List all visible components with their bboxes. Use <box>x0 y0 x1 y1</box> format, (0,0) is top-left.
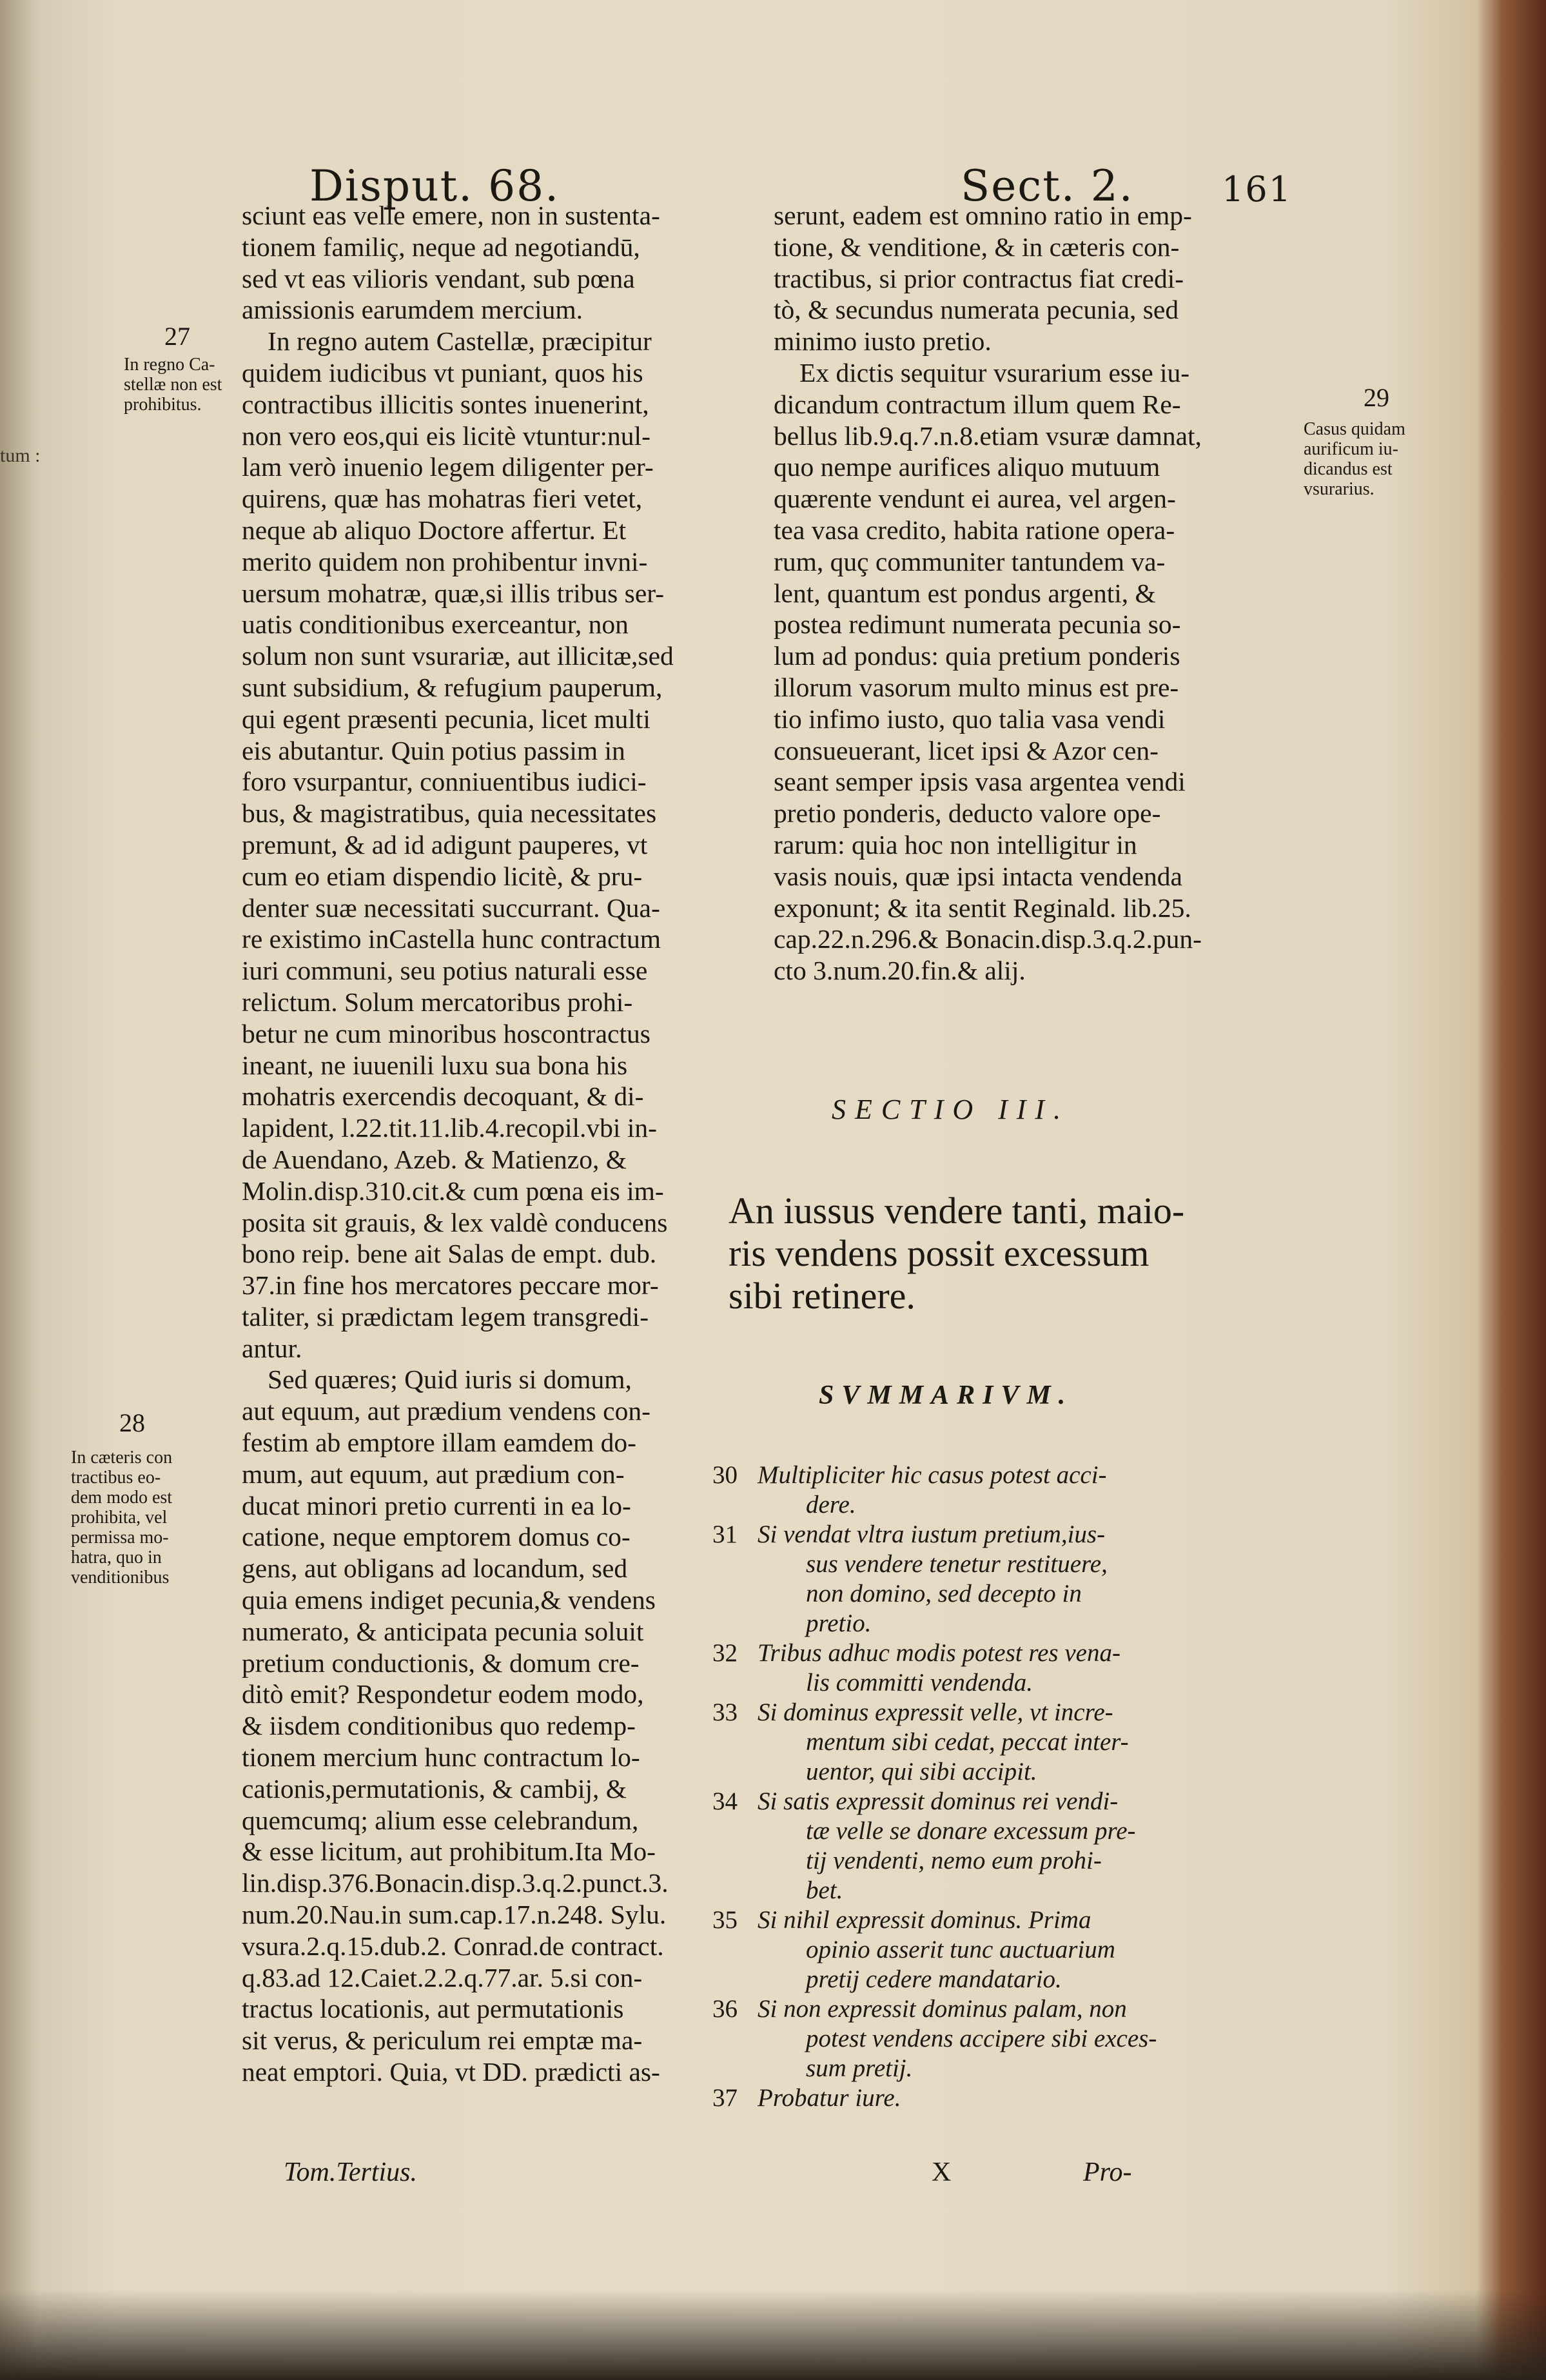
text-line: re existimo inCastella hunc contractum <box>242 924 661 954</box>
text-line: lum ad pondus: quia pretium ponderis <box>774 641 1180 671</box>
summary-line: bet. <box>806 1876 843 1904</box>
text-line: consueuerant, licet ipsi & Azor cen- <box>774 735 1159 765</box>
text-line: q.83.ad 12.Caiet.2.2.q.77.ar. 5.si con- <box>242 1962 643 1992</box>
text-line: eis abutantur. Quin potius passim in <box>242 735 625 765</box>
margin-note-28-text: In cæteris con tractibus eo- dem modo est prohibita, vel permissa mo- hatra, quo in venditionibus <box>71 1448 173 1588</box>
margin-note-28: 28 <box>119 1408 145 1437</box>
text-line: festim ab emptore illam eamdem do- <box>242 1428 636 1458</box>
summary-line <box>712 1638 1157 1668</box>
text-line: ducat minori pretio currenti in ea lo- <box>242 1490 631 1520</box>
text-line: uersum mohatræ, quæ,si illis tribus ser- <box>242 578 665 608</box>
text-line: tionem mercium hunc contractum lo- <box>242 1742 640 1773</box>
text-line: exponunt; & ita sentit Reginald. lib.25. <box>774 892 1191 923</box>
text-line: betur ne cum minoribus hoscontractus <box>242 1018 651 1048</box>
text-line: serunt, eadem est omnino ratio in emp- <box>774 201 1192 230</box>
text-line: lam verò inuenio legem diligenter per- <box>242 452 654 482</box>
right-text-column <box>774 200 1202 987</box>
text-line: Sed quæres; Quid iuris si domum, <box>268 1364 632 1395</box>
text-line: quo nempe aurifices aliquo mutuum <box>774 452 1160 482</box>
summary-line: lis committi vendenda. <box>806 1669 1033 1696</box>
summary-line: potest vendens accipere sibi exces- <box>806 2025 1157 2052</box>
summary-line <box>712 1787 1157 1816</box>
summary-number: 32 <box>712 1639 738 1667</box>
summary-line: uentor, qui sibi accipit. <box>806 1758 1037 1785</box>
summary-text: Tribus adhuc modis potest res vena- <box>758 1639 1120 1667</box>
text-line: de Auendano, Azeb. & Matienzo, & <box>242 1144 627 1174</box>
text-line: foro vsurpantur, conniuentibus iudici- <box>242 767 647 797</box>
summary-line <box>712 1460 1157 1490</box>
text-line: mum, aut equum, aut prædium con- <box>242 1459 625 1489</box>
text-line: gens, aut obligans ad locandum, sed <box>242 1553 628 1584</box>
summary-heading: SVMMARIVM. <box>819 1381 1073 1410</box>
text-line: bono reip. bene ait Salas de empt. dub. <box>242 1239 657 1269</box>
text-line: Molin.disp.310.cit.& cum pœna eis im- <box>242 1175 664 1206</box>
summary-text: Si nihil expressit dominus. Prima <box>758 1906 1091 1934</box>
summary-line: mentum sibi cedat, peccat inter- <box>806 1728 1129 1756</box>
text-line: rum, quç communiter tantundem va- <box>774 546 1166 576</box>
text-line: non vero eos,qui eis licitè vtuntur:nul- <box>242 420 651 451</box>
text-line: solum non sunt vsurariæ, aut illicitæ,sed <box>242 641 674 671</box>
text-line: illorum vasorum multo minus est pre- <box>774 672 1179 702</box>
text-line: lapident, l.22.tit.11.lib.4.recopil.vbi in- <box>242 1113 657 1143</box>
text-line: tione, & venditione, & in cæteris con- <box>774 231 1180 262</box>
summary-number: 36 <box>712 1995 738 2023</box>
text-line: seant semper ipsis vasa argentea vendi <box>774 767 1186 797</box>
text-line: In regno autem Castellæ, præcipitur <box>268 326 652 357</box>
summary-line: opinio asserit tunc auctuarium <box>806 1936 1115 1963</box>
text-line: bus, & magistratibus, quia necessitates <box>242 798 657 829</box>
text-line: vsura.2.q.15.dub.2. Conrad.de contract. <box>242 1931 664 1961</box>
text-line: & iisdem conditionibus quo redemp- <box>242 1711 636 1741</box>
text-line: tionem familiç, neque ad negotiandū, <box>242 231 640 262</box>
summary-text: Si vendat vltra iustum pretium,ius- <box>758 1520 1106 1548</box>
text-line: Ex dictis sequitur vsurarium esse iu- <box>799 357 1190 388</box>
text-line: mohatris exercendis decoquant, & di- <box>242 1081 644 1112</box>
text-line: posita sit grauis, & lex valdè conducens <box>242 1207 668 1237</box>
text-line: quia emens indiget pecunia,& vendens <box>242 1585 656 1615</box>
text-line: quemcumq; alium esse celebrandum, <box>242 1805 639 1835</box>
text-line: uatis conditionibus exerceantur, non <box>242 609 629 640</box>
text-line: premunt, & ad id adigunt pauperes, vt <box>242 829 648 860</box>
summary-text: Si non expressit dominus palam, non <box>758 1995 1127 2023</box>
summary-line: non domino, sed decepto in <box>806 1580 1082 1608</box>
summary-number: 34 <box>712 1787 738 1815</box>
section-heading: SECTIO III. <box>832 1094 1070 1125</box>
margin-note-29: 29 <box>1364 383 1389 412</box>
text-line: vasis nouis, quæ ipsi intacta vendenda <box>774 861 1182 891</box>
text-line: quirens, quæ has mohatras fieri vetet, <box>242 484 643 514</box>
summary-line: pretij cedere mandatario. <box>806 1965 1062 1993</box>
summary-line: tæ velle se donare excessum pre- <box>806 1817 1136 1845</box>
text-line: ineant, ne iuuenili luxu sua bona his <box>242 1050 628 1080</box>
text-line: tractibus, si prior contractus fiat credi- <box>774 263 1184 293</box>
text-line: sunt subsidium, & refugium pauperum, <box>242 672 663 702</box>
text-line: neat emptori. Quia, vt DD. prædicti as- <box>242 2057 660 2087</box>
text-line: cap.22.n.296.& Bonacin.disp.3.q.2.pun- <box>774 924 1202 954</box>
text-line: postea redimunt numerata pecunia so- <box>774 609 1181 640</box>
margin-note-29-text: Casus quidam aurificum iu- dicandus est vsurarius. <box>1304 419 1405 499</box>
text-line: antur. <box>242 1333 302 1363</box>
text-line: num.20.Nau.in sum.cap.17.n.248. Sylu. <box>242 1900 667 1930</box>
text-line: bellus lib.9.q.7.n.8.etiam vsuræ damnat, <box>774 420 1202 451</box>
summary-list <box>712 1460 1157 2113</box>
summary-text: Multipliciter hic casus potest acci- <box>758 1461 1107 1489</box>
summary-line <box>712 1905 1157 1935</box>
summary-line: sum pretij. <box>806 2054 913 2082</box>
text-line: catione, neque emptorem domus co- <box>242 1522 631 1552</box>
summary-number: 31 <box>712 1520 738 1548</box>
section-title: An iussus vendere tanti, maio- ris vendens possit excessum sibi retinere. <box>729 1190 1185 1317</box>
running-head-center: Sect. 2. <box>961 161 1134 211</box>
margin-note-27-text: In regno Ca- stellæ non est prohibitus. <box>124 355 222 415</box>
summary-text: Si satis expressit dominus rei vendi- <box>758 1787 1119 1815</box>
summary-text: Probatur iure. <box>758 2084 901 2112</box>
footer-catchword: Pro- <box>1083 2158 1132 2187</box>
text-line: iuri communi, seu potius naturali esse <box>242 956 648 986</box>
summary-number: 30 <box>712 1461 738 1489</box>
text-line: pretium conductionis, & domum cre- <box>242 1647 640 1678</box>
left-edge-fragment: tum : <box>0 445 41 466</box>
text-line: lin.disp.376.Bonacin.disp.3.q.2.punct.3. <box>242 1868 669 1898</box>
summary-number: 33 <box>712 1698 738 1726</box>
running-head-left: Disput. 68. <box>309 161 560 211</box>
text-line: denter suæ necessitati succurrant. Qua- <box>242 892 660 923</box>
summary-line: dere. <box>806 1491 856 1519</box>
text-line: & esse licitum, aut prohibitum.Ita Mo- <box>242 1836 656 1867</box>
summary-line: sus vendere tenetur restituere, <box>806 1550 1108 1578</box>
text-line: tractus locationis, aut permutationis <box>242 1994 624 2024</box>
summary-line: tij vendenti, nemo eum prohi- <box>806 1847 1102 1874</box>
text-line: cum eo etiam dispendio licitè, & pru- <box>242 861 643 891</box>
text-line: quærente vendunt ei aurea, vel argen- <box>774 484 1176 514</box>
text-line: rarum: quia hoc non intelligitur in <box>774 829 1137 860</box>
summary-line: pretio. <box>806 1609 872 1637</box>
footer-signature: X <box>932 2158 952 2187</box>
text-line: cto 3.num.20.fin.& alij. <box>774 956 1026 986</box>
text-line: taliter, si prædictam legem transgredi- <box>242 1301 649 1332</box>
text-line: dicandum contractum illum quem Re- <box>774 389 1181 419</box>
summary-line <box>712 1698 1157 1727</box>
text-line: pretio ponderis, deducto valore ope- <box>774 798 1161 829</box>
left-text-column <box>242 200 674 2088</box>
text-line: sit verus, & periculum rei emptæ ma- <box>242 2025 643 2056</box>
summary-text: Si dominus expressit velle, vt incre- <box>758 1698 1113 1726</box>
summary-number: 37 <box>712 2084 738 2112</box>
text-line: lent, quantum est pondus argenti, & <box>774 578 1156 608</box>
footer-tome: Tom.Tertius. <box>284 2158 418 2187</box>
text-line: numerato, & anticipata pecunia soluit <box>242 1616 644 1646</box>
margin-note-27: 27 <box>164 322 190 351</box>
text-line: amissionis earumdem mercium. <box>242 295 583 325</box>
text-line: cationis,permutationis, & cambij, & <box>242 1773 627 1804</box>
summary-number: 35 <box>712 1906 738 1934</box>
summary-line <box>712 1520 1157 1549</box>
text-line: qui egent præsenti pecunia, licet multi <box>242 703 651 734</box>
text-line: merito quidem non prohibentur invni- <box>242 546 648 576</box>
text-line: tea vasa credito, habita ratione opera- <box>774 515 1175 545</box>
page-number: 161 <box>1222 169 1293 210</box>
text-line: minimo iusto pretio. <box>774 326 992 357</box>
text-line: 37.in fine hos mercatores peccare mor- <box>242 1270 659 1301</box>
text-line: tio infimo iusto, quo talia vasa vendi <box>774 703 1166 734</box>
text-line: contractibus illicitis sontes inuenerint, <box>242 389 649 419</box>
text-line: ditò emit? Respondetur eodem modo, <box>242 1679 644 1709</box>
text-line: aut equum, aut prædium vendens con- <box>242 1396 651 1426</box>
summary-line <box>712 1994 1157 2024</box>
text-line: neque ab aliquo Doctore affertur. Et <box>242 515 627 545</box>
text-line: sciunt eas velle emere, non in sustenta- <box>242 201 660 230</box>
text-line: sed vt eas vilioris vendant, sub pœna <box>242 263 635 293</box>
text-line: quidem iudicibus vt puniant, quos his <box>242 357 643 388</box>
text-line: relictum. Solum mercatoribus prohi- <box>242 987 633 1017</box>
summary-line <box>712 2083 1157 2113</box>
text-line: tò, & secundus numerata pecunia, sed <box>774 295 1179 325</box>
